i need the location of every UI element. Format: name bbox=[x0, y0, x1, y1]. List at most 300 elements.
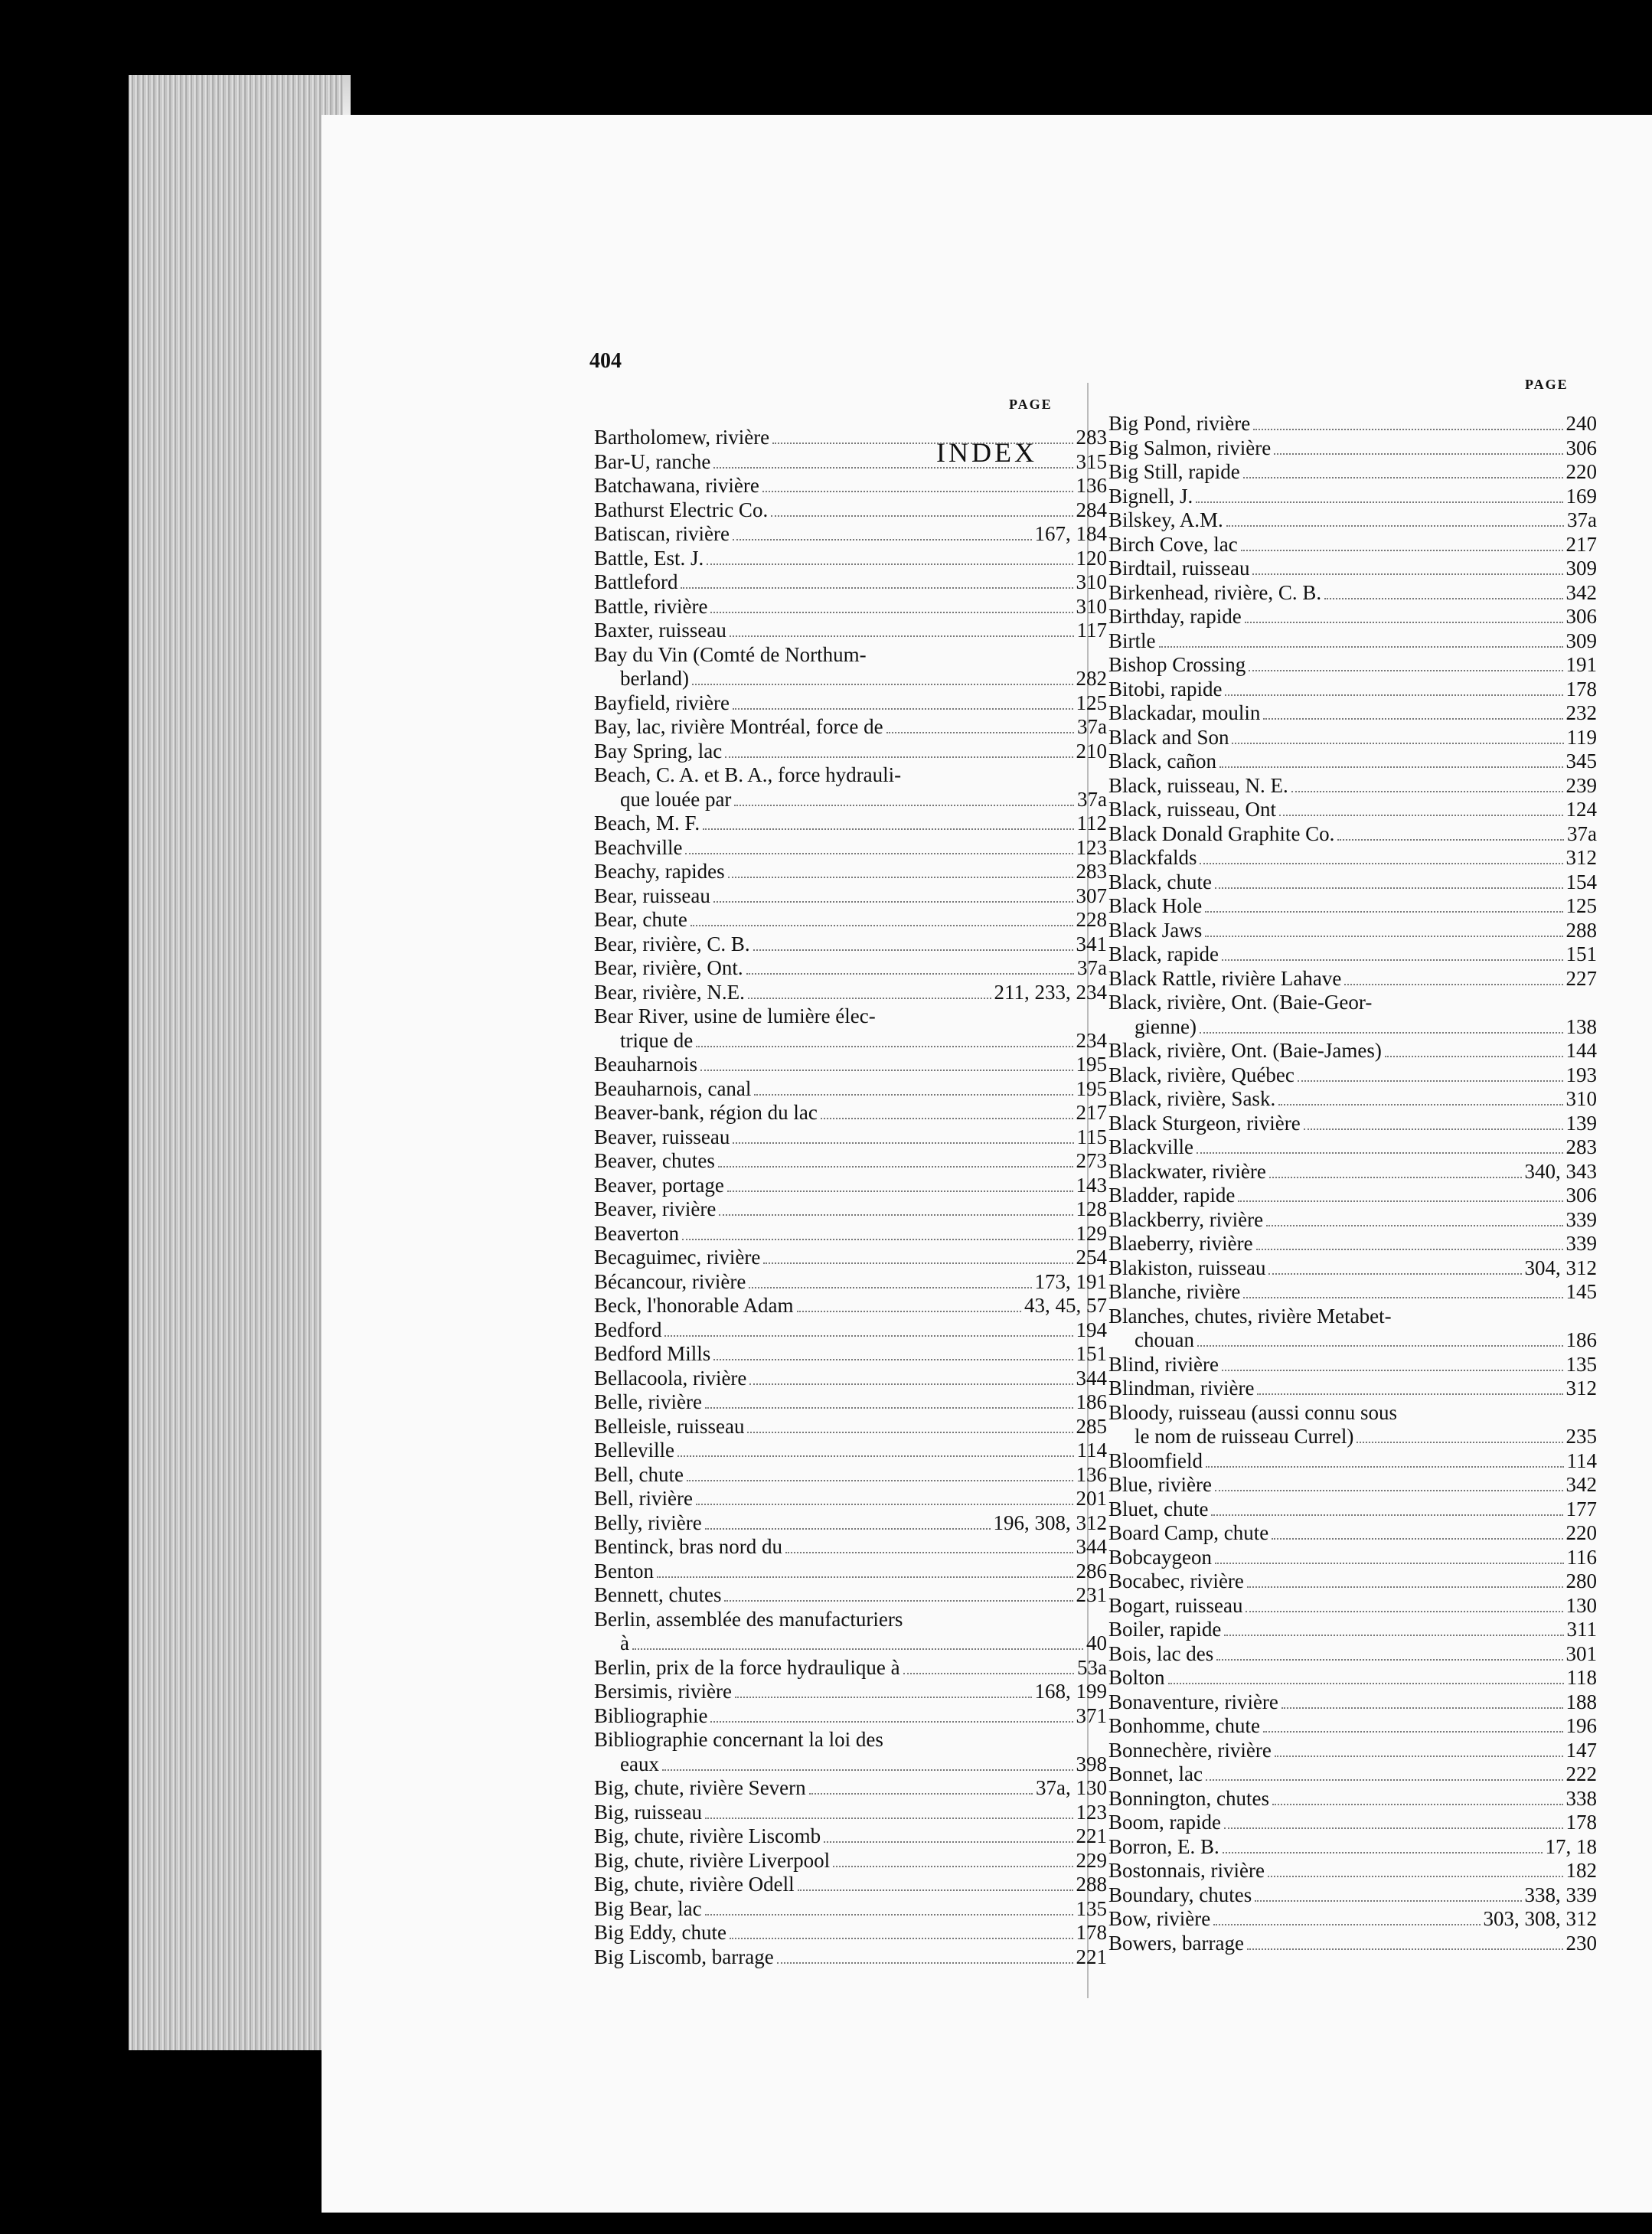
index-entry bbox=[594, 1728, 1107, 1752]
leader-dots bbox=[762, 478, 1073, 492]
leader-dots bbox=[1272, 1526, 1562, 1540]
index-entry bbox=[1108, 967, 1597, 991]
index-entry bbox=[1108, 1569, 1597, 1594]
index-entry-pages: 310 bbox=[1076, 594, 1107, 618]
index-entry bbox=[1108, 412, 1597, 436]
index-entry bbox=[594, 1077, 1107, 1102]
index-entry bbox=[1108, 991, 1597, 1015]
index-entry bbox=[1108, 1883, 1597, 1908]
running-head: INDEX bbox=[936, 437, 1037, 468]
index-entry bbox=[594, 1415, 1107, 1439]
book-page-edges bbox=[129, 75, 343, 2050]
index-entry-name: le nom de ruisseau Currel) bbox=[1135, 1425, 1354, 1448]
leader-dots bbox=[1263, 1719, 1563, 1733]
index-entry-pages: 112 bbox=[1076, 812, 1107, 834]
index-entry-name: Beaverton bbox=[594, 1221, 679, 1245]
leader-dots bbox=[733, 695, 1073, 709]
index-entry bbox=[1108, 508, 1597, 533]
index-entry-pages: 304, 312 bbox=[1524, 1256, 1597, 1279]
leader-dots bbox=[727, 1177, 1073, 1191]
index-entry-name: Baxter, ruisseau bbox=[594, 619, 726, 642]
index-entry-name: Birthday, rapide bbox=[1108, 605, 1242, 628]
index-entry bbox=[1108, 1594, 1597, 1618]
index-entry-pages: 128 bbox=[1076, 1197, 1107, 1220]
index-entry bbox=[594, 1197, 1107, 1222]
index-entry-name: Big, chute, rivière Liscomb bbox=[594, 1824, 821, 1847]
index-entry-name: Black, cañon bbox=[1108, 750, 1216, 772]
leader-dots bbox=[1215, 874, 1563, 888]
index-entry-pages: 309 bbox=[1565, 629, 1597, 652]
leader-dots bbox=[700, 1057, 1073, 1071]
leader-dots bbox=[1272, 1791, 1563, 1805]
index-entry bbox=[594, 1149, 1107, 1174]
leader-dots bbox=[763, 1250, 1072, 1264]
index-entry-pages: 307 bbox=[1076, 883, 1107, 907]
index-entry bbox=[594, 981, 1107, 1005]
index-entry bbox=[1108, 1256, 1597, 1281]
index-entry bbox=[1108, 750, 1597, 774]
index-entry-name: Birdtail, ruisseau bbox=[1108, 557, 1250, 580]
right-index-column bbox=[1108, 412, 1597, 1955]
index-entry bbox=[594, 1583, 1107, 1608]
index-entry-name: Battle, Est. J. bbox=[594, 546, 704, 570]
leader-dots bbox=[1243, 465, 1563, 478]
index-entry-name: Bishop Crossing bbox=[1108, 653, 1246, 676]
leader-dots bbox=[1279, 802, 1563, 816]
leader-dots bbox=[733, 527, 1032, 541]
index-entry bbox=[594, 1560, 1107, 1584]
index-entry bbox=[1108, 870, 1597, 895]
index-entry bbox=[1108, 485, 1597, 509]
leader-dots bbox=[730, 1925, 1073, 1939]
index-entry-pages: 235 bbox=[1565, 1425, 1597, 1448]
index-entry-name: eaux bbox=[620, 1752, 659, 1775]
index-entry-name: Blindman, rivière bbox=[1108, 1377, 1255, 1400]
index-entry-pages: 114 bbox=[1076, 1439, 1107, 1462]
index-entry bbox=[594, 1246, 1107, 1270]
index-entry-pages: 284 bbox=[1076, 498, 1107, 521]
leader-dots bbox=[1324, 585, 1562, 599]
index-entry bbox=[594, 1174, 1107, 1198]
leader-dots bbox=[1278, 1092, 1562, 1106]
leader-dots bbox=[1206, 1767, 1563, 1781]
index-entry bbox=[594, 1222, 1107, 1246]
index-entry bbox=[594, 1776, 1107, 1801]
index-entry-name: chouan bbox=[1135, 1328, 1194, 1351]
right-column-header: PAGE bbox=[1525, 377, 1569, 392]
index-entry bbox=[594, 1101, 1107, 1125]
index-entry-name: Bloody, ruisseau (aussi connu sous bbox=[1108, 1400, 1397, 1424]
index-entry-name: Blakiston, ruisseau bbox=[1108, 1256, 1266, 1279]
index-entry-name: Becaguimec, rivière bbox=[594, 1246, 761, 1269]
index-entry-name: Blue, rivière bbox=[1108, 1473, 1212, 1496]
index-entry bbox=[1108, 1425, 1597, 1449]
index-entry-name: Blackberry, rivière bbox=[1108, 1207, 1264, 1231]
index-entry-name: Black, rivière, Ont. (Baie-James) bbox=[1108, 1039, 1382, 1062]
leader-dots bbox=[798, 1877, 1073, 1891]
index-entry-name: Bonaventure, rivière bbox=[1108, 1690, 1278, 1713]
index-entry-pages: 186 bbox=[1076, 1390, 1107, 1413]
index-entry-pages: 136 bbox=[1076, 474, 1107, 497]
index-entry bbox=[1108, 1184, 1597, 1208]
leader-dots bbox=[1222, 947, 1563, 961]
index-entry bbox=[594, 619, 1107, 643]
leader-dots bbox=[1241, 537, 1563, 550]
index-entry-pages: 231 bbox=[1076, 1583, 1107, 1606]
leader-dots bbox=[707, 550, 1072, 564]
index-entry-name: Black, rivière, Ont. (Baie-Geor- bbox=[1108, 991, 1373, 1014]
leader-dots bbox=[809, 1781, 1033, 1795]
index-entry-name: Beaver, rivière bbox=[594, 1197, 717, 1220]
index-entry-name: Bar-U, ranche bbox=[594, 449, 711, 473]
index-entry-name: Bennett, chutes bbox=[594, 1583, 722, 1606]
index-entry-name: Bibliographie bbox=[594, 1703, 708, 1727]
leader-dots bbox=[1246, 1598, 1562, 1612]
index-entry-pages: 283 bbox=[1565, 1135, 1597, 1158]
index-entry bbox=[594, 1849, 1107, 1873]
index-entry-pages: 283 bbox=[1076, 860, 1107, 883]
leader-dots bbox=[1337, 826, 1564, 840]
leader-dots bbox=[1213, 1912, 1480, 1925]
index-entry bbox=[1108, 1208, 1597, 1233]
index-entry bbox=[1108, 1063, 1597, 1088]
index-entry bbox=[1108, 1714, 1597, 1739]
index-entry-name: Bonnet, lac bbox=[1108, 1762, 1203, 1785]
index-entry-pages: 37a bbox=[1077, 715, 1107, 738]
index-entry-name: Black, rivière, Québec bbox=[1108, 1063, 1295, 1086]
index-entry-name: Bear, rivière, N.E. bbox=[594, 980, 745, 1004]
index-entry bbox=[594, 1656, 1107, 1680]
index-entry-name: Beachville bbox=[594, 835, 683, 859]
index-entry bbox=[1108, 460, 1597, 485]
index-entry-name: Bay du Vin (Comté de Northum- bbox=[594, 642, 867, 666]
index-entry-pages: 221 bbox=[1076, 1824, 1107, 1847]
index-entry-pages: 239 bbox=[1565, 773, 1597, 797]
leader-dots bbox=[713, 1347, 1072, 1360]
index-entry bbox=[594, 1487, 1107, 1511]
index-entry-name: Bayfield, rivière bbox=[594, 691, 730, 714]
index-entry-name: Beaver, ruisseau bbox=[594, 1125, 730, 1148]
index-entry bbox=[594, 932, 1107, 957]
index-entry-pages: 340, 343 bbox=[1524, 1159, 1597, 1183]
index-entry-pages: 151 bbox=[1076, 1342, 1107, 1365]
index-entry bbox=[594, 1704, 1107, 1729]
index-entry-pages: 195 bbox=[1076, 1053, 1107, 1076]
index-entry-pages: 168, 199 bbox=[1034, 1680, 1107, 1703]
leader-dots bbox=[724, 1588, 1072, 1602]
leader-dots bbox=[705, 1395, 1073, 1409]
index-entry-pages: 283 bbox=[1076, 426, 1107, 449]
index-entry-pages: 147 bbox=[1565, 1738, 1597, 1762]
index-entry-name: Big, chute, rivière Liverpool bbox=[594, 1848, 831, 1872]
index-entry bbox=[594, 691, 1107, 716]
index-entry bbox=[594, 788, 1107, 812]
leader-dots bbox=[730, 623, 1074, 637]
leader-dots bbox=[1247, 1935, 1563, 1949]
index-entry bbox=[594, 956, 1107, 981]
leader-dots bbox=[1357, 1429, 1562, 1443]
leader-dots bbox=[1253, 416, 1562, 430]
index-entry-name: Bedford Mills bbox=[594, 1342, 711, 1365]
index-entry-name: berland) bbox=[620, 667, 689, 690]
index-entry-name: Blackville bbox=[1108, 1135, 1193, 1158]
index-entry bbox=[594, 908, 1107, 932]
index-entry bbox=[1108, 605, 1597, 629]
index-entry-name: Bostonnais, rivière bbox=[1108, 1859, 1265, 1882]
index-entry-name: Big Liscomb, barrage bbox=[594, 1945, 774, 1968]
index-entry-pages: 188 bbox=[1565, 1690, 1597, 1713]
leader-dots bbox=[703, 816, 1073, 830]
index-entry-pages: 151 bbox=[1565, 942, 1597, 965]
index-entry-pages: 306 bbox=[1565, 436, 1597, 459]
leader-dots bbox=[777, 1949, 1073, 1963]
index-entry-name: Borron, E. B. bbox=[1108, 1834, 1219, 1858]
index-entry-pages: 342 bbox=[1565, 1473, 1597, 1496]
leader-dots bbox=[696, 1033, 1072, 1047]
index-entry-name: Black, ruisseau, N. E. bbox=[1108, 773, 1288, 797]
leader-dots bbox=[664, 1322, 1072, 1336]
index-entry-pages: 229 bbox=[1076, 1848, 1107, 1872]
index-entry-name: Black Sturgeon, rivière bbox=[1108, 1111, 1301, 1135]
index-entry-pages: 306 bbox=[1565, 1184, 1597, 1207]
index-entry bbox=[594, 1680, 1107, 1704]
index-entry-pages: 143 bbox=[1076, 1173, 1107, 1197]
index-entry bbox=[594, 1367, 1107, 1391]
leader-dots bbox=[1385, 1044, 1563, 1057]
leader-dots bbox=[754, 1081, 1072, 1095]
index-entry bbox=[1108, 653, 1597, 678]
index-entry-name: Blind, rivière bbox=[1108, 1352, 1219, 1376]
leader-dots bbox=[1275, 1742, 1563, 1756]
index-entry-name: Black Rattle, rivière Lahave bbox=[1108, 966, 1342, 990]
leader-dots bbox=[1291, 778, 1563, 792]
index-entry-pages: 37a bbox=[1077, 956, 1107, 979]
index-entry-name: Black, ruisseau, Ont bbox=[1108, 798, 1276, 821]
index-entry-name: Bellacoola, rivière bbox=[594, 1366, 747, 1390]
leader-dots bbox=[1249, 658, 1562, 671]
index-entry-pages: 288 bbox=[1076, 1873, 1107, 1896]
index-entry-name: Beachy, rapides bbox=[594, 860, 725, 883]
index-entry bbox=[1108, 1642, 1597, 1667]
index-entry-pages: 118 bbox=[1566, 1666, 1597, 1689]
index-entry-pages: 123 bbox=[1076, 1800, 1107, 1824]
leader-dots bbox=[685, 840, 1072, 854]
leader-dots bbox=[1200, 1019, 1563, 1033]
index-entry-pages: 254 bbox=[1076, 1246, 1107, 1269]
index-entry bbox=[594, 570, 1107, 595]
index-entry-pages: 116 bbox=[1566, 1545, 1597, 1569]
index-entry-pages: 311 bbox=[1566, 1618, 1597, 1641]
index-entry-name: à bbox=[620, 1631, 629, 1654]
index-entry-name: Black and Son bbox=[1108, 725, 1229, 749]
index-entry-pages: 222 bbox=[1565, 1762, 1597, 1785]
index-entry-pages: 338 bbox=[1565, 1786, 1597, 1810]
index-entry-name: Belle, rivière bbox=[594, 1390, 702, 1413]
leader-dots bbox=[1247, 1574, 1563, 1588]
index-entry-pages: 339 bbox=[1565, 1207, 1597, 1231]
leader-dots bbox=[1211, 1501, 1562, 1515]
index-entry-pages: 167, 184 bbox=[1034, 522, 1107, 545]
leader-dots bbox=[1274, 440, 1562, 454]
index-entry bbox=[1108, 1232, 1597, 1256]
left-column-header: PAGE bbox=[1009, 397, 1053, 412]
index-entry bbox=[594, 643, 1107, 668]
index-entry-pages: 312 bbox=[1565, 1377, 1597, 1400]
index-entry-name: gienne) bbox=[1135, 1014, 1197, 1038]
index-entry bbox=[1108, 726, 1597, 750]
index-entry bbox=[1108, 1401, 1597, 1426]
index-entry bbox=[1108, 1618, 1597, 1642]
index-entry-name: Beauharnois bbox=[594, 1053, 697, 1076]
index-entry-name: Beaver, portage bbox=[594, 1173, 724, 1197]
index-entry-name: Boiler, rapide bbox=[1108, 1618, 1222, 1641]
index-entry bbox=[594, 812, 1107, 836]
index-entry bbox=[1108, 557, 1597, 581]
index-entry-pages: 232 bbox=[1565, 701, 1597, 724]
index-entry bbox=[594, 426, 1107, 450]
leader-dots bbox=[1257, 1381, 1562, 1395]
index-entry-name: Bocabec, rivière bbox=[1108, 1569, 1244, 1592]
leader-dots bbox=[749, 1370, 1072, 1384]
index-entry-name: Bear, ruisseau bbox=[594, 883, 710, 907]
index-entry-pages: 182 bbox=[1565, 1859, 1597, 1882]
index-entry bbox=[1108, 894, 1597, 919]
index-entry-name: Bersimis, rivière bbox=[594, 1680, 732, 1703]
index-entry-name: Bonhomme, chute bbox=[1108, 1714, 1260, 1737]
index-entry bbox=[594, 1897, 1107, 1922]
index-entry-name: Bonnechère, rivière bbox=[1108, 1738, 1272, 1762]
index-entry-name: Boundary, chutes bbox=[1108, 1883, 1252, 1906]
index-entry-name: Board Camp, chute bbox=[1108, 1521, 1269, 1544]
index-entry-name: Blackwater, rivière bbox=[1108, 1159, 1266, 1183]
leader-dots bbox=[705, 1901, 1073, 1915]
index-entry bbox=[1108, 1546, 1597, 1570]
index-entry-pages: 135 bbox=[1565, 1352, 1597, 1376]
index-entry-pages: 43, 45, 57 bbox=[1024, 1294, 1107, 1317]
index-entry bbox=[594, 474, 1107, 498]
leader-dots bbox=[692, 671, 1073, 685]
leader-dots bbox=[1197, 1333, 1563, 1347]
index-entry-pages: 37a, 130 bbox=[1036, 1776, 1107, 1799]
index-entry-name: Big Salmon, rivière bbox=[1108, 436, 1272, 459]
index-entry-pages: 138 bbox=[1565, 1014, 1597, 1038]
leader-dots bbox=[1205, 899, 1562, 913]
leader-dots bbox=[1245, 609, 1563, 623]
index-entry-name: Berlin, prix de la force hydraulique à bbox=[594, 1655, 900, 1679]
index-entry bbox=[594, 884, 1107, 909]
index-entry-name: Beaver-bank, région du lac bbox=[594, 1101, 818, 1124]
index-entry-pages: 288 bbox=[1565, 918, 1597, 942]
leader-dots bbox=[1256, 1236, 1563, 1250]
index-entry-pages: 310 bbox=[1565, 1087, 1597, 1110]
leader-dots bbox=[1281, 1694, 1563, 1708]
leader-dots bbox=[728, 864, 1073, 878]
leader-dots bbox=[1196, 488, 1562, 502]
index-entry-name: Black, chute bbox=[1108, 870, 1212, 893]
index-entry bbox=[594, 1004, 1107, 1029]
index-entry bbox=[594, 547, 1107, 571]
index-entry-pages: 344 bbox=[1076, 1535, 1107, 1558]
leader-dots bbox=[1226, 513, 1564, 527]
index-entry bbox=[1108, 1521, 1597, 1546]
index-entry bbox=[594, 836, 1107, 861]
leader-dots bbox=[1159, 633, 1563, 647]
index-entry-name: Boom, rapide bbox=[1108, 1811, 1221, 1834]
index-entry bbox=[1108, 581, 1597, 606]
index-entry-pages: 220 bbox=[1565, 1521, 1597, 1544]
index-entry bbox=[1108, 1666, 1597, 1690]
index-entry-name: Bilskey, A.M. bbox=[1108, 508, 1223, 531]
index-entry-pages: 282 bbox=[1076, 667, 1107, 690]
leader-dots bbox=[1197, 1140, 1563, 1154]
index-entry-pages: 119 bbox=[1566, 725, 1597, 749]
index-entry bbox=[594, 763, 1107, 788]
index-entry-name: Bécancour, rivière bbox=[594, 1269, 746, 1293]
index-entry-pages: 273 bbox=[1076, 1149, 1107, 1172]
leader-dots bbox=[1304, 1115, 1563, 1129]
index-entry bbox=[1108, 1160, 1597, 1184]
index-entry-name: Batiscan, rivière bbox=[594, 522, 730, 545]
index-entry bbox=[1108, 1835, 1597, 1860]
index-entry-pages: 315 bbox=[1076, 449, 1107, 473]
index-entry-pages: 342 bbox=[1565, 580, 1597, 604]
index-entry-pages: 306 bbox=[1565, 605, 1597, 628]
leader-dots bbox=[687, 1467, 1073, 1481]
index-entry-name: Bow, rivière bbox=[1108, 1907, 1211, 1930]
index-entry bbox=[594, 1439, 1107, 1463]
index-entry-pages: 125 bbox=[1076, 691, 1107, 714]
index-entry-pages: 221 bbox=[1076, 1945, 1107, 1968]
index-entry bbox=[1108, 822, 1597, 847]
index-entry bbox=[1108, 1112, 1597, 1136]
index-entry-pages: 40 bbox=[1086, 1631, 1107, 1654]
index-entry-name: Bartholomew, rivière bbox=[594, 426, 770, 449]
index-entry-pages: 228 bbox=[1076, 908, 1107, 931]
index-entry bbox=[1108, 919, 1597, 943]
index-entry-name: Big Eddy, chute bbox=[594, 1921, 726, 1944]
index-entry-pages: 301 bbox=[1565, 1641, 1597, 1665]
index-entry bbox=[1108, 1762, 1597, 1787]
index-entry-name: Blaeberry, rivière bbox=[1108, 1232, 1253, 1255]
leader-dots bbox=[1268, 1260, 1521, 1274]
index-entry-name: Belleville bbox=[594, 1439, 674, 1462]
index-entry-name: Big Bear, lac bbox=[594, 1896, 702, 1920]
index-entry-name: Beaver, chutes bbox=[594, 1149, 715, 1172]
left-index-column bbox=[594, 426, 1107, 1969]
leader-dots bbox=[1224, 1622, 1563, 1636]
leader-dots bbox=[833, 1853, 1072, 1867]
index-entry-pages: 178 bbox=[1076, 1921, 1107, 1944]
index-entry bbox=[594, 1390, 1107, 1415]
index-entry bbox=[1108, 1473, 1597, 1497]
leader-dots bbox=[886, 720, 1074, 733]
index-entry-name: Bear, chute bbox=[594, 908, 687, 931]
index-entry-name: Bibliographie concernant la loi des bbox=[594, 1728, 883, 1751]
index-entry bbox=[594, 1608, 1107, 1632]
index-entry bbox=[1108, 629, 1597, 654]
index-entry-pages: 177 bbox=[1565, 1497, 1597, 1520]
index-entry-pages: 178 bbox=[1565, 677, 1597, 701]
leader-dots bbox=[1215, 1550, 1564, 1563]
index-entry bbox=[1108, 1280, 1597, 1305]
index-entry-name: Blanches, chutes, rivière Metabet- bbox=[1108, 1304, 1392, 1328]
index-entry-pages: 196 bbox=[1565, 1714, 1597, 1737]
index-entry bbox=[594, 498, 1107, 523]
index-entry-name: Bedford bbox=[594, 1318, 662, 1341]
index-entry bbox=[1108, 1135, 1597, 1160]
index-entry-name: Black Jaws bbox=[1108, 918, 1203, 942]
leader-dots bbox=[632, 1636, 1083, 1650]
